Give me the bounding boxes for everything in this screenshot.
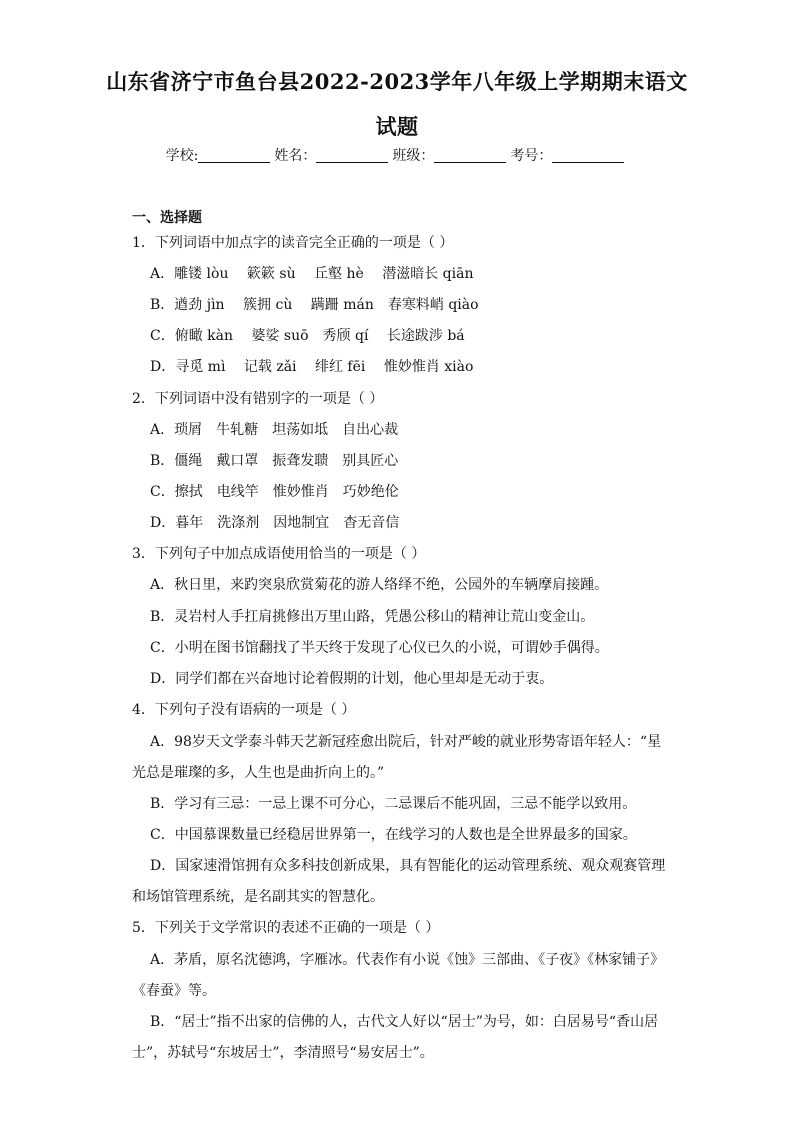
exam-title-line2: 试题 [375,114,419,139]
option-item: D．暮年 洗涤剂 因地制宜 杳无音信 [150,515,400,531]
question-stem: 1．下列词语中加点字的读音完全正确的一项是（ ） [132,235,454,251]
option-item-continuation: 和场馆管理系统，是名副其实的智慧化。 [132,889,384,905]
option-item: B．灵岩村人手扛肩挑修出万里山路，凭愚公移山的精神让荒山变金山。 [150,609,595,625]
question-stem: 2．下列词语中没有错别字的一项是（ ） [132,391,384,407]
option-item: B．“居士”指不出家的信佛的人，古代文人好以“居士”为号，如：白居易号“香山居 [150,1014,659,1030]
option-item: D．同学们都在兴奋地讨论着假期的计划，他心里却是无动于衷。 [150,671,554,687]
exam-title-line1: 山东省济宁市鱼台县2022-2023学年八年级上学期期末语文 [106,69,688,94]
option-item: C．俯瞰 kàn 婆娑 suō 秀颀 qí 长途跋涉 bá [150,328,465,344]
class-label: 班级： [392,148,435,164]
option-item-continuation: 《春蚕》等。 [132,983,216,999]
school-blank [198,148,270,163]
option-item: B．遒劲 jìn 簇拥 cù 蹒跚 mán 春寒料峭 qiào [150,297,479,313]
question-stem: 3．下列句子中加点成语使用恰当的一项是（ ） [132,546,426,562]
number-label: 考号： [510,148,553,164]
number-blank [552,148,624,163]
option-item-continuation: 士”，苏轼号“东坡居士”，李清照号“易安居士”。 [132,1045,434,1061]
school-label: 学校: [165,148,199,164]
option-item: B．学习有三忌：一忌上课不可分心，二忌课后不能巩固，三忌不能学以致用。 [150,796,637,812]
name-label: 姓名： [274,148,317,164]
option-item: D．国家速滑馆拥有众多科技创新成果，具有智能化的运动管理系统、观众观赛管理 [150,858,666,874]
question-stem: 5．下列关于文学常识的表述不正确的一项是（ ） [132,920,440,936]
name-blank [316,148,388,163]
option-item: C．小明在图书馆翻找了半天终于发现了心仪已久的小说，可谓妙手偶得。 [150,640,609,656]
option-item: C．擦拭 电线竿 惟妙惟肖 巧妙绝伦 [150,484,399,500]
option-item: A．琐屑 牛轧糖 坦荡如坻 自出心裁 [150,422,399,438]
section-heading: 一、选择题 [132,210,202,226]
student-info-row [0,145,794,165]
option-item: D．寻觅 mì 记载 zǎi 绯红 fēi 惟妙惟肖 xiào [150,359,474,375]
option-item: C．中国慕课数量已经稳居世界第一，在线学习的人数也是全世界最多的国家。 [150,827,637,843]
class-blank [434,148,506,163]
question-stem: 4．下列句子没有语病的一项是（ ） [132,702,356,718]
option-item: A．98岁天文学泰斗韩天艺新冠痊愈出院后，针对严峻的就业形势寄语年轻人：“星 [150,734,662,750]
option-item-continuation: 光总是璀璨的多，人生也是曲折向上的。” [132,765,385,781]
option-item: B．僵绳 戴口罩 振聋发聩 别具匠心 [150,453,399,469]
option-item: A．雕镂 lòu 簌簌 sù 丘壑 hè 潜滋暗长 qiān [150,266,474,282]
option-item: A．秋日里，来趵突泉欣赏菊花的游人络绎不绝，公园外的车辆摩肩接踵。 [150,577,609,593]
option-item: A．茅盾，原名沈德鸿，字雁冰。代表作有小说《蚀》三部曲、《子夜》《林家铺子》 [150,952,665,968]
